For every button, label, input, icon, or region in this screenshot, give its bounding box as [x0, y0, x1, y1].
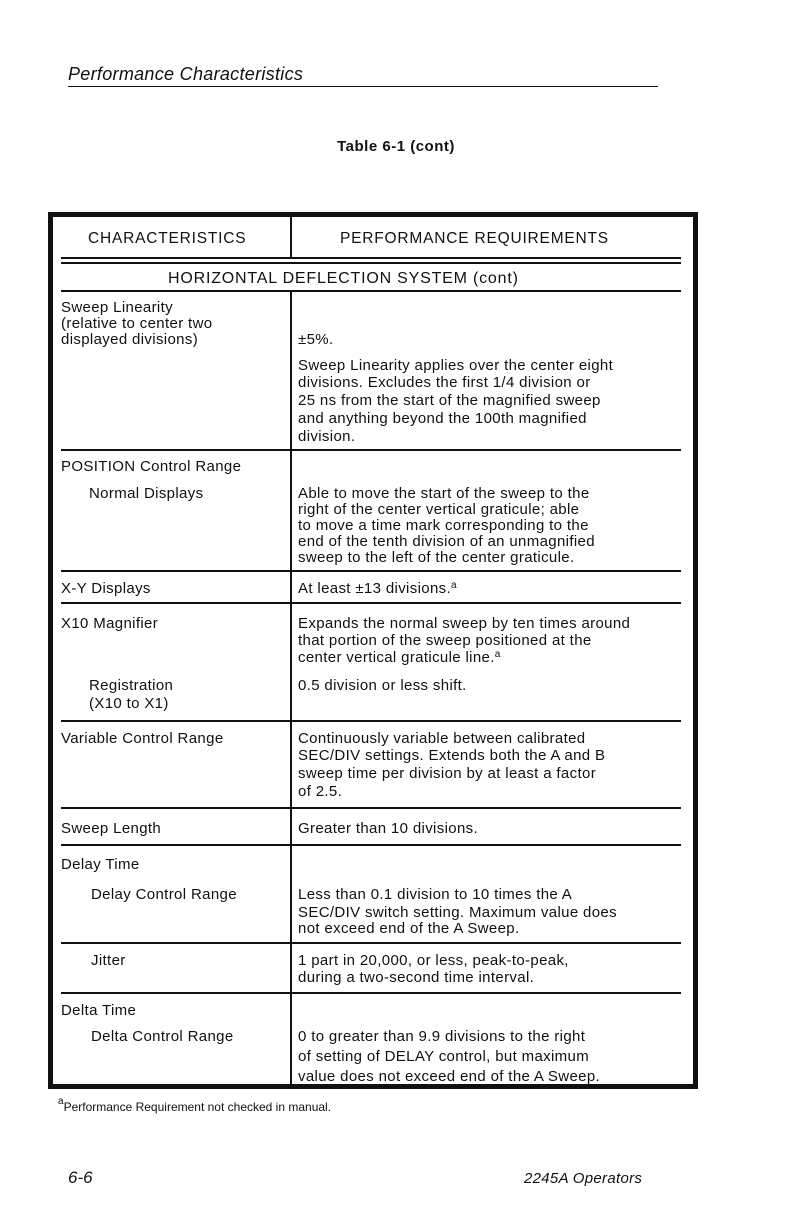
footnote-mark: a	[451, 580, 457, 591]
delay-control-value-2: SEC/DIV switch setting. Maximum value does	[298, 904, 617, 921]
sweep-length-label: Sweep Length	[61, 820, 162, 837]
table-caption: Table 6-1 (cont)	[337, 138, 455, 155]
sweep-linearity-note-4: and anything beyond the 100th magnified	[298, 410, 587, 427]
position-range-value-4: end of the tenth division of an unmagnified	[298, 533, 595, 550]
col-header-characteristics: CHARACTERISTICS	[88, 230, 247, 247]
sweep-linearity-note-5: division.	[298, 428, 356, 445]
variable-control-label: Variable Control Range	[61, 730, 224, 747]
column-divider-header	[290, 217, 292, 257]
delta-control-value-3: value does not exceed end of the A Sweep.	[298, 1068, 601, 1085]
footnote-text: Performance Requirement not checked in manual.	[63, 1100, 332, 1114]
row-rule	[61, 602, 681, 604]
variable-control-value-2: SEC/DIV settings. Extends both the A and B	[298, 747, 606, 764]
jitter-label: Jitter	[91, 952, 126, 969]
page-number: 6-6	[68, 1168, 93, 1187]
x10-magnifier-label: X10 Magnifier	[61, 615, 159, 632]
col-header-requirements: PERFORMANCE REQUIREMENTS	[340, 230, 609, 247]
delta-control-range-label: Delta Control Range	[91, 1028, 234, 1045]
position-range-value-5: sweep to the left of the center graticule.	[298, 549, 575, 566]
jitter-value-1: 1 part in 20,000, or less, peak-to-peak,	[298, 952, 569, 969]
row-rule	[61, 720, 681, 722]
footnote-mark: a	[58, 1096, 64, 1107]
manual-title: 2245A Operators	[524, 1170, 643, 1187]
x10-magnifier-value-3-text: center vertical graticule line.	[298, 649, 495, 666]
variable-control-value-3: sweep time per division by at least a factor	[298, 765, 597, 782]
sweep-linearity-note-3: 25 ns from the start of the magnified sweep	[298, 392, 601, 409]
sweep-linearity-label-line3: displayed divisions)	[61, 331, 199, 348]
x10-magnifier-value-3	[298, 649, 501, 666]
delta-time-label: Delta Time	[61, 1002, 137, 1019]
sweep-linearity-note-1: Sweep Linearity applies over the center eight	[298, 357, 614, 374]
registration-label-1: Registration	[89, 677, 174, 694]
position-range-value-2: right of the center vertical graticule; able	[298, 501, 580, 518]
column-divider-body	[290, 291, 292, 1084]
performance-table	[48, 212, 698, 1089]
variable-control-value-4: of 2.5.	[298, 783, 343, 800]
row-rule	[61, 942, 681, 944]
row-rule	[61, 844, 681, 846]
position-range-label: POSITION Control Range	[61, 458, 242, 475]
x10-magnifier-value-2: that portion of the sweep positioned at the	[298, 632, 592, 649]
section-rule-bottom	[61, 290, 681, 292]
position-range-value-3: to move a time mark corresponding to the	[298, 517, 589, 534]
normal-displays-label: Normal Displays	[89, 485, 204, 502]
registration-value: 0.5 division or less shift.	[298, 677, 467, 694]
delay-control-value-1: Less than 0.1 division to 10 times the A	[298, 886, 573, 903]
page-header	[68, 64, 658, 87]
section-title: HORIZONTAL DEFLECTION SYSTEM (cont)	[168, 270, 519, 287]
row-rule	[61, 807, 681, 809]
registration-label-2: (X10 to X1)	[89, 695, 169, 712]
section-rule-top	[61, 262, 681, 264]
row-rule	[61, 992, 681, 994]
variable-control-value-1: Continuously variable between calibrated	[298, 730, 586, 747]
footnote	[58, 1098, 331, 1114]
header-title: Performance Characteristics	[68, 64, 304, 84]
header-rule	[61, 257, 681, 259]
xy-displays-value	[298, 580, 457, 597]
x10-magnifier-value-1: Expands the normal sweep by ten times around	[298, 615, 631, 632]
sweep-linearity-label: Sweep Linearity	[61, 299, 173, 316]
jitter-value-2: during a two-second time interval.	[298, 969, 535, 986]
row-rule	[61, 449, 681, 451]
sweep-linearity-note-2: divisions. Excludes the first 1/4 division or	[298, 374, 591, 391]
position-range-value-1: Able to move the start of the sweep to the	[298, 485, 590, 502]
delay-time-label: Delay Time	[61, 856, 140, 873]
row-rule	[61, 570, 681, 572]
delay-control-value-3: not exceed end of the A Sweep.	[298, 920, 520, 937]
delta-control-value-1: 0 to greater than 9.9 divisions to the right	[298, 1028, 586, 1045]
sweep-linearity-label-line2: (relative to center two	[61, 315, 213, 332]
footnote-mark: a	[494, 649, 501, 660]
sweep-length-value: Greater than 10 divisions.	[298, 820, 479, 837]
xy-displays-label: X-Y Displays	[61, 580, 151, 597]
delay-control-range-label: Delay Control Range	[91, 886, 237, 903]
delta-control-value-2: of setting of DELAY control, but maximum	[298, 1048, 590, 1065]
sweep-linearity-value: ±5%.	[298, 331, 334, 348]
xy-displays-value-text: At least ±13 divisions.	[298, 580, 452, 597]
